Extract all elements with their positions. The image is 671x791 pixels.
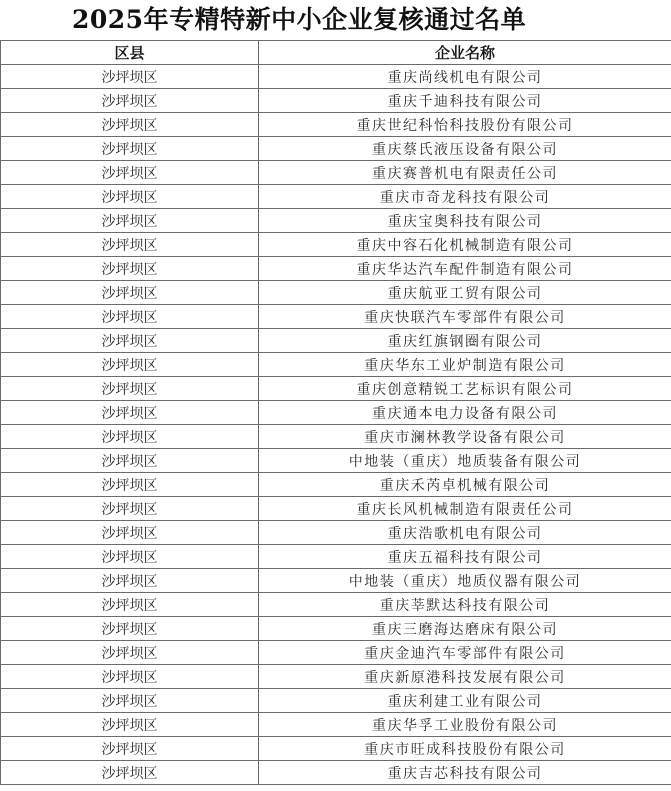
company-name-cell: 中地装（重庆）地质装备有限公司 bbox=[259, 449, 671, 473]
company-name-cell: 重庆市奇龙科技有限公司 bbox=[259, 185, 671, 209]
company-name-cell: 重庆利建工业有限公司 bbox=[259, 689, 671, 713]
table-row bbox=[1, 401, 671, 425]
district-cell: 沙坪坝区 bbox=[1, 305, 259, 329]
company-name-cell: 重庆蔡氏液压设备有限公司 bbox=[259, 137, 671, 161]
company-name-cell: 重庆莘默达科技有限公司 bbox=[259, 593, 671, 617]
table-row bbox=[1, 281, 671, 305]
table-header-row bbox=[1, 41, 671, 65]
district-cell: 沙坪坝区 bbox=[1, 449, 259, 473]
district-cell: 沙坪坝区 bbox=[1, 329, 259, 353]
district-cell: 沙坪坝区 bbox=[1, 137, 259, 161]
company-name-cell: 重庆三磨海达磨床有限公司 bbox=[259, 617, 671, 641]
district-cell: 沙坪坝区 bbox=[1, 281, 259, 305]
district-cell: 沙坪坝区 bbox=[1, 161, 259, 185]
column-header-company: 企业名称 bbox=[259, 41, 671, 65]
company-name-cell: 重庆华东工业炉制造有限公司 bbox=[259, 353, 671, 377]
company-name-cell: 重庆浩歌机电有限公司 bbox=[259, 521, 671, 545]
company-name-cell: 重庆航亚工贸有限公司 bbox=[259, 281, 671, 305]
column-header-district: 区县 bbox=[1, 41, 259, 65]
company-name-cell: 重庆五福科技有限公司 bbox=[259, 545, 671, 569]
district-cell: 沙坪坝区 bbox=[1, 209, 259, 233]
company-name-cell: 重庆世纪科怡科技股份有限公司 bbox=[259, 113, 671, 137]
company-name-cell: 重庆市旺成科技股份有限公司 bbox=[259, 737, 671, 761]
district-cell: 沙坪坝区 bbox=[1, 497, 259, 521]
company-name-cell: 重庆金迪汽车零部件有限公司 bbox=[259, 641, 671, 665]
district-cell: 沙坪坝区 bbox=[1, 353, 259, 377]
district-cell: 沙坪坝区 bbox=[1, 737, 259, 761]
company-name-cell: 重庆尚线机电有限公司 bbox=[259, 65, 671, 89]
company-name-cell: 重庆千迪科技有限公司 bbox=[259, 89, 671, 113]
company-name-cell: 重庆宝奥科技有限公司 bbox=[259, 209, 671, 233]
company-name-cell: 中地装（重庆）地质仪器有限公司 bbox=[259, 569, 671, 593]
table-row bbox=[1, 353, 671, 377]
company-name-cell: 重庆吉芯科技有限公司 bbox=[259, 761, 671, 785]
table-row bbox=[1, 569, 671, 593]
district-cell: 沙坪坝区 bbox=[1, 641, 259, 665]
district-cell: 沙坪坝区 bbox=[1, 401, 259, 425]
table-row bbox=[1, 161, 671, 185]
district-cell: 沙坪坝区 bbox=[1, 473, 259, 497]
table-row bbox=[1, 89, 671, 113]
company-name-cell: 重庆华孚工业股份有限公司 bbox=[259, 713, 671, 737]
district-cell: 沙坪坝区 bbox=[1, 233, 259, 257]
table-row bbox=[1, 545, 671, 569]
table-body bbox=[1, 65, 671, 785]
table-row bbox=[1, 233, 671, 257]
district-cell: 沙坪坝区 bbox=[1, 65, 259, 89]
district-cell: 沙坪坝区 bbox=[1, 617, 259, 641]
company-name-cell: 重庆红旗钢圈有限公司 bbox=[259, 329, 671, 353]
district-cell: 沙坪坝区 bbox=[1, 521, 259, 545]
company-name-cell: 重庆长风机械制造有限责任公司 bbox=[259, 497, 671, 521]
district-cell: 沙坪坝区 bbox=[1, 425, 259, 449]
table-row bbox=[1, 617, 671, 641]
company-name-cell: 重庆通本电力设备有限公司 bbox=[259, 401, 671, 425]
table-row bbox=[1, 137, 671, 161]
company-name-cell: 重庆赛普机电有限责任公司 bbox=[259, 161, 671, 185]
district-cell: 沙坪坝区 bbox=[1, 377, 259, 401]
table-row bbox=[1, 593, 671, 617]
table-row bbox=[1, 257, 671, 281]
district-cell: 沙坪坝区 bbox=[1, 593, 259, 617]
table-row bbox=[1, 449, 671, 473]
district-cell: 沙坪坝区 bbox=[1, 665, 259, 689]
page-title: 2025年专精特新中小企业复核通过名单 bbox=[72, 5, 527, 34]
company-name-cell: 重庆创意精锐工艺标识有限公司 bbox=[259, 377, 671, 401]
table-row bbox=[1, 65, 671, 89]
table-row bbox=[1, 425, 671, 449]
company-name-cell: 重庆华达汽车配件制造有限公司 bbox=[259, 257, 671, 281]
table-row bbox=[1, 641, 671, 665]
table-row bbox=[1, 329, 671, 353]
table-row bbox=[1, 665, 671, 689]
table-row bbox=[1, 473, 671, 497]
table-row bbox=[1, 689, 671, 713]
company-name-cell: 重庆新原港科技发展有限公司 bbox=[259, 665, 671, 689]
district-cell: 沙坪坝区 bbox=[1, 713, 259, 737]
company-name-cell: 重庆快联汽车零部件有限公司 bbox=[259, 305, 671, 329]
company-list-table bbox=[0, 40, 671, 785]
district-cell: 沙坪坝区 bbox=[1, 545, 259, 569]
district-cell: 沙坪坝区 bbox=[1, 257, 259, 281]
company-name-cell: 重庆市澜林教学设备有限公司 bbox=[259, 425, 671, 449]
table-row bbox=[1, 305, 671, 329]
district-cell: 沙坪坝区 bbox=[1, 569, 259, 593]
company-name-cell: 重庆中容石化机械制造有限公司 bbox=[259, 233, 671, 257]
table-row bbox=[1, 737, 671, 761]
table-row bbox=[1, 521, 671, 545]
table-row bbox=[1, 113, 671, 137]
table-row bbox=[1, 497, 671, 521]
company-name-cell: 重庆禾芮卓机械有限公司 bbox=[259, 473, 671, 497]
district-cell: 沙坪坝区 bbox=[1, 761, 259, 785]
district-cell: 沙坪坝区 bbox=[1, 689, 259, 713]
table-row bbox=[1, 377, 671, 401]
table-row bbox=[1, 713, 671, 737]
district-cell: 沙坪坝区 bbox=[1, 185, 259, 209]
district-cell: 沙坪坝区 bbox=[1, 89, 259, 113]
table-row bbox=[1, 185, 671, 209]
table-row bbox=[1, 209, 671, 233]
district-cell: 沙坪坝区 bbox=[1, 113, 259, 137]
table-row bbox=[1, 761, 671, 785]
